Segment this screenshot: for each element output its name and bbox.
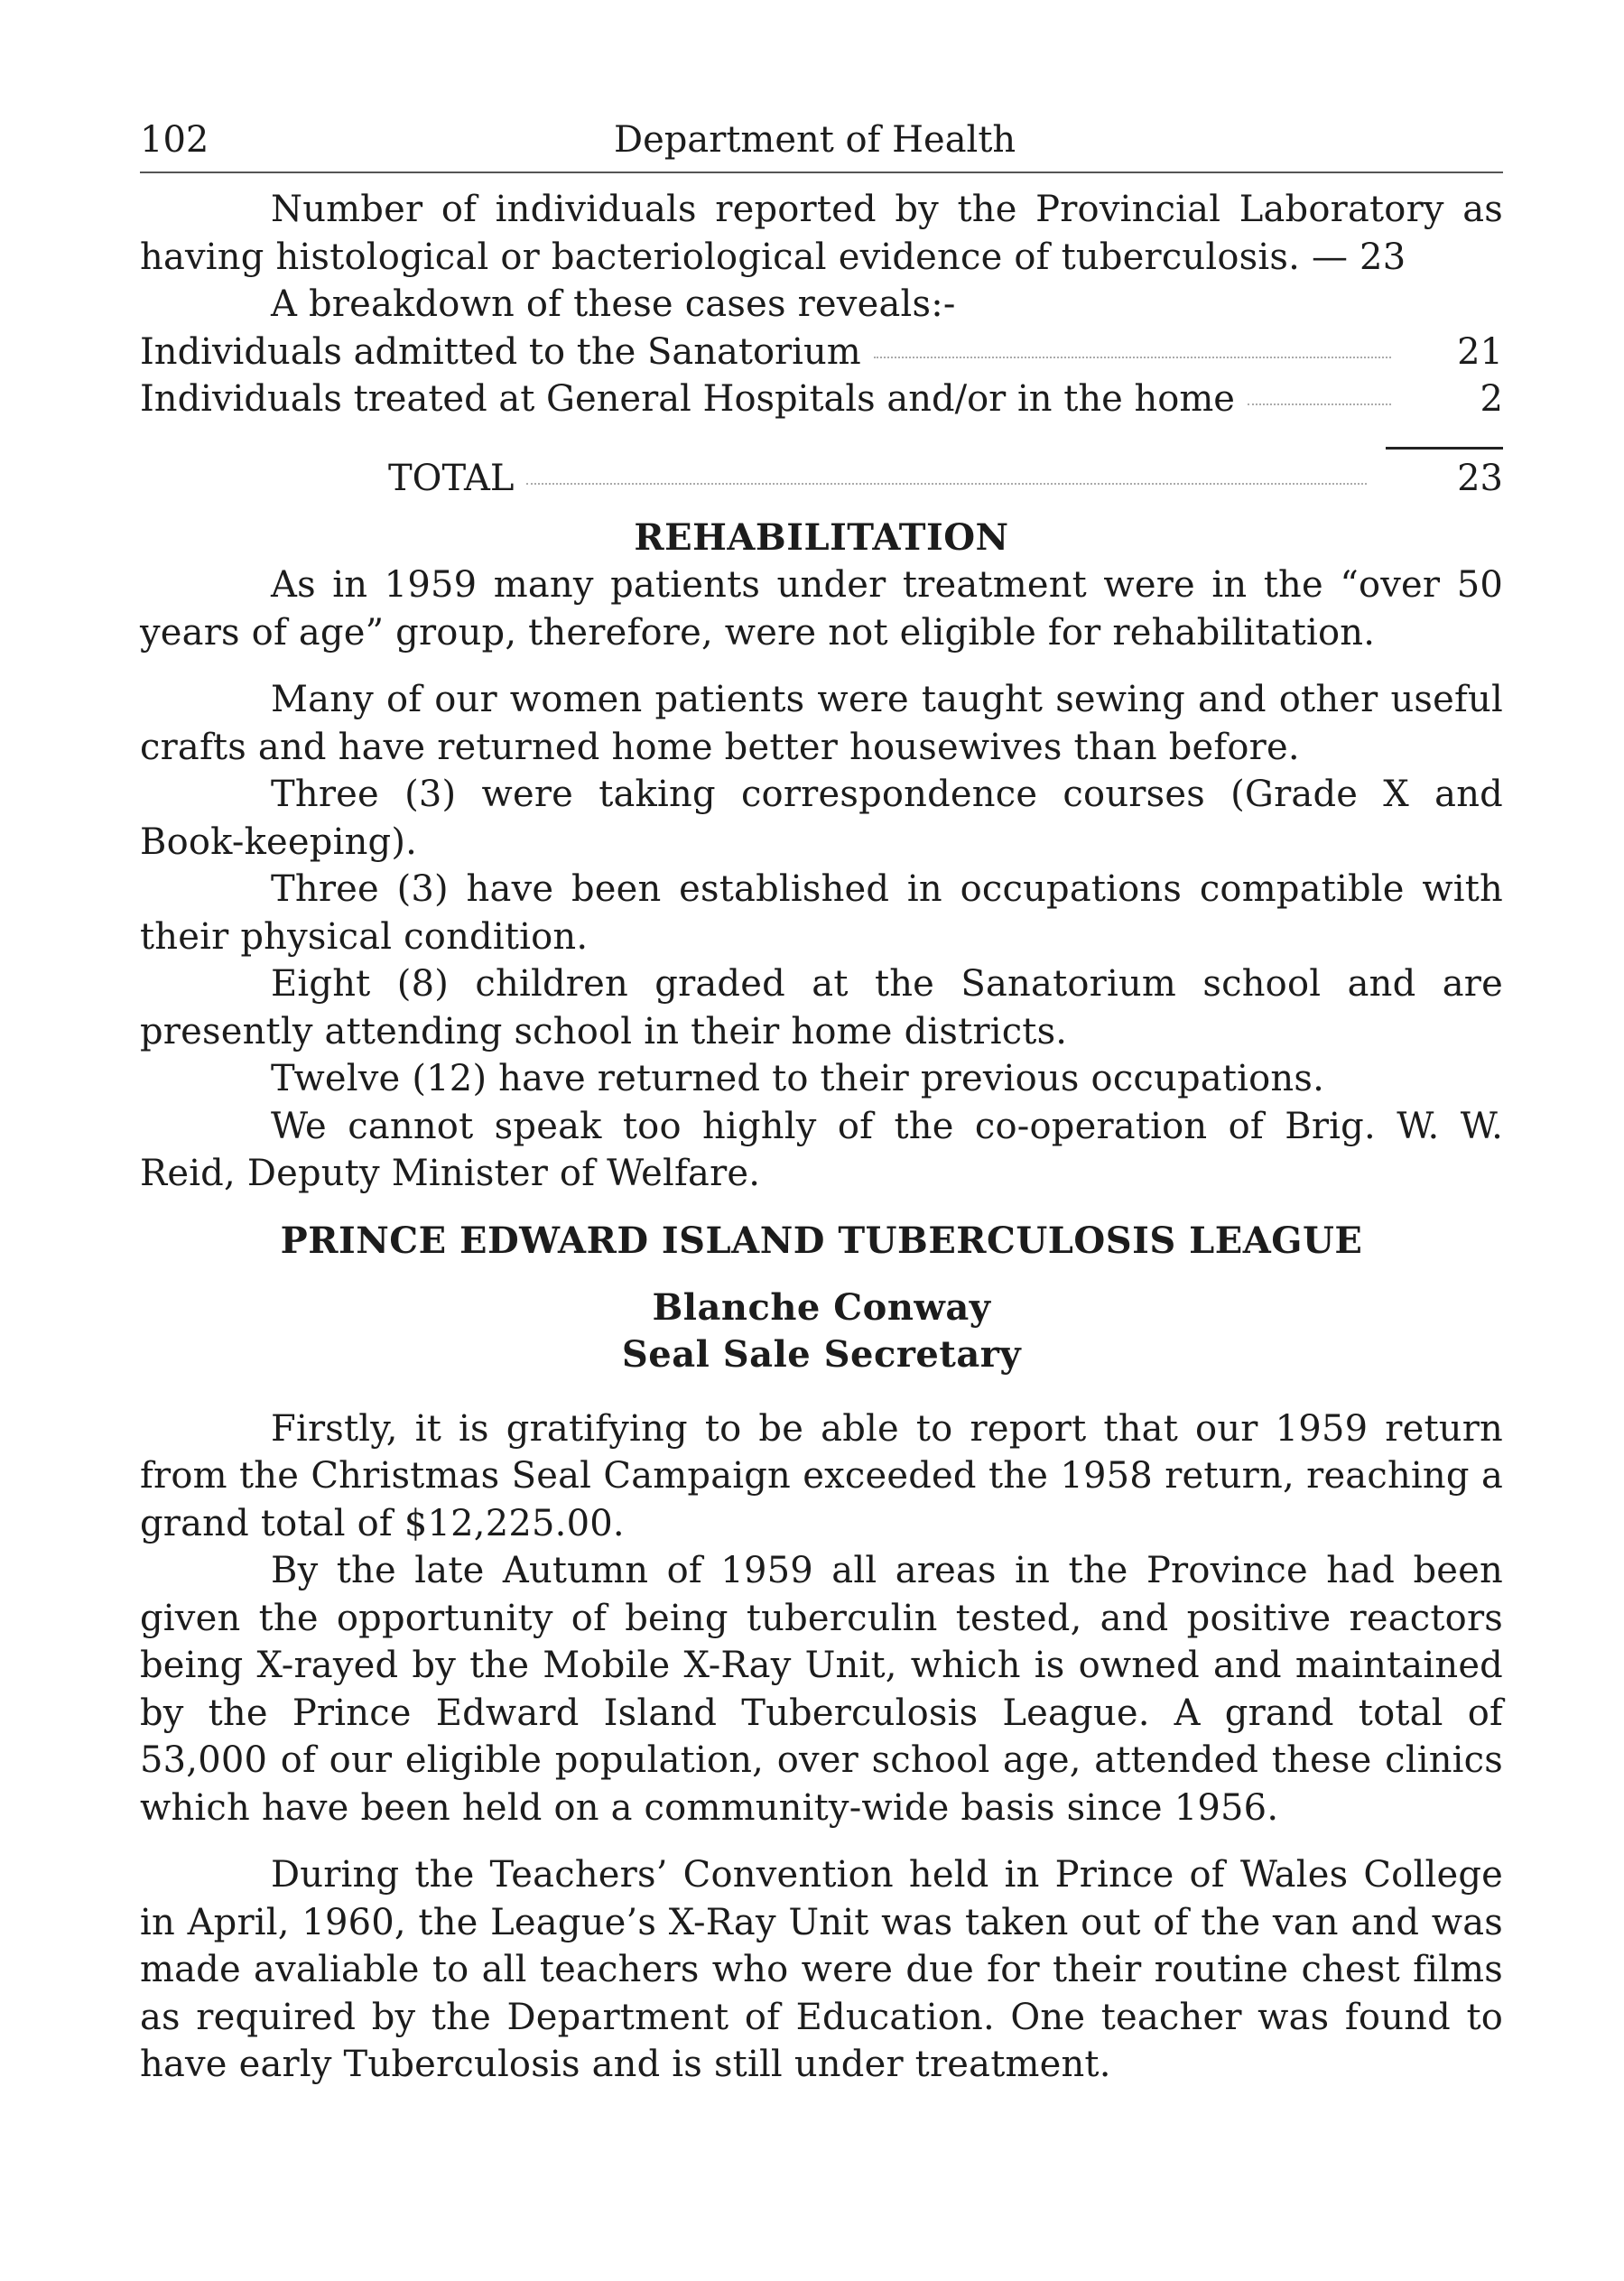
league-heading: PRINCE EDWARD ISLAND TUBERCULOSIS LEAGUE [280,1219,1363,1262]
rehab-paragraph: As in 1959 many patients under treatment were in the “over 50 years of age” group, therefore, were not eligible for rehabilitation. [140,564,1503,654]
running-title: Department of Health [614,119,1016,161]
rehab-paragraph: Three (3) have been established in occupations compatible with their physical condition. [140,868,1503,958]
rehabilitation-heading: REHABILITATION [634,516,1009,559]
breakdown-label: Individuals admitted to the Sanatorium [140,330,861,373]
rehab-paragraph: Twelve (12) have returned to their previous occupations. [271,1058,1325,1099]
tb-cases-intro: Number of individuals reported by the Provincial Laboratory as having histological or bacteriological evidence of tuberculosis. — 23 [140,189,1503,278]
dot-leader [874,357,1391,358]
page-number: 102 [140,119,209,161]
sum-rule [1386,447,1503,450]
league-paragraph: Firstly, it is gratifying to be able to report that our 1959 return from the Christmas Seal Campaign exceeded the 1958 return, reaching a grand total of $12,225.00. [140,1407,1503,1544]
breakdown-value: 21 [1457,330,1503,373]
author-title: Seal Sale Secretary [621,1332,1022,1376]
page-header [140,117,1503,173]
rehab-paragraph: Many of our women patients were taught sewing and other useful crafts and have returned home better housewives than before. [140,679,1503,768]
breakdown-heading: A breakdown of these cases reveals:- [271,283,956,325]
breakdown-row-sanatorium [140,329,1503,376]
rehab-paragraph: Eight (8) children graded at the Sanatorium school and are presently attending school in their home districts. [140,963,1503,1052]
total-label: TOTAL [388,457,515,499]
dot-leader [526,483,1367,485]
breakdown-row-general-hospitals [140,376,1503,423]
league-paragraph: During the Teachers’ Convention held in Prince of Wales College in April, 1960, the League’s X-Ray Unit was taken out of the van and was made avaliable to all teachers who were due for their routine chest films as required by the Department of Education. One teacher was found to have early Tuberculosis and is still under treatment. [140,1854,1503,2085]
author-name: Blanche Conway [652,1285,991,1329]
total-row [140,455,1503,503]
dot-leader [1248,403,1391,405]
page [140,117,1503,2089]
rehab-paragraph: Three (3) were taking correspondence courses (Grade X and Book-keeping). [140,774,1503,863]
total-value: 23 [1457,457,1503,499]
breakdown-value: 2 [1480,378,1503,420]
breakdown-label: Individuals treated at General Hospitals and/or in the home [140,378,1235,420]
league-paragraph: By the late Autumn of 1959 all areas in the Province had been given the opportunity of being tuberculin tested, and positive reactors being X-rayed by the Mobile X-Ray Unit, which is owned and maintained by the Prince Edward Island Tuberculosis League. A grand total of 53,000 of our eligible population, over school age, attended these clinics which have been held on a community-wide basis since 1956. [140,1550,1503,1829]
rehab-paragraph: We cannot speak too highly of the co-operation of Brig. W. W. Reid, Deputy Minister of Welfare. [140,1105,1503,1194]
